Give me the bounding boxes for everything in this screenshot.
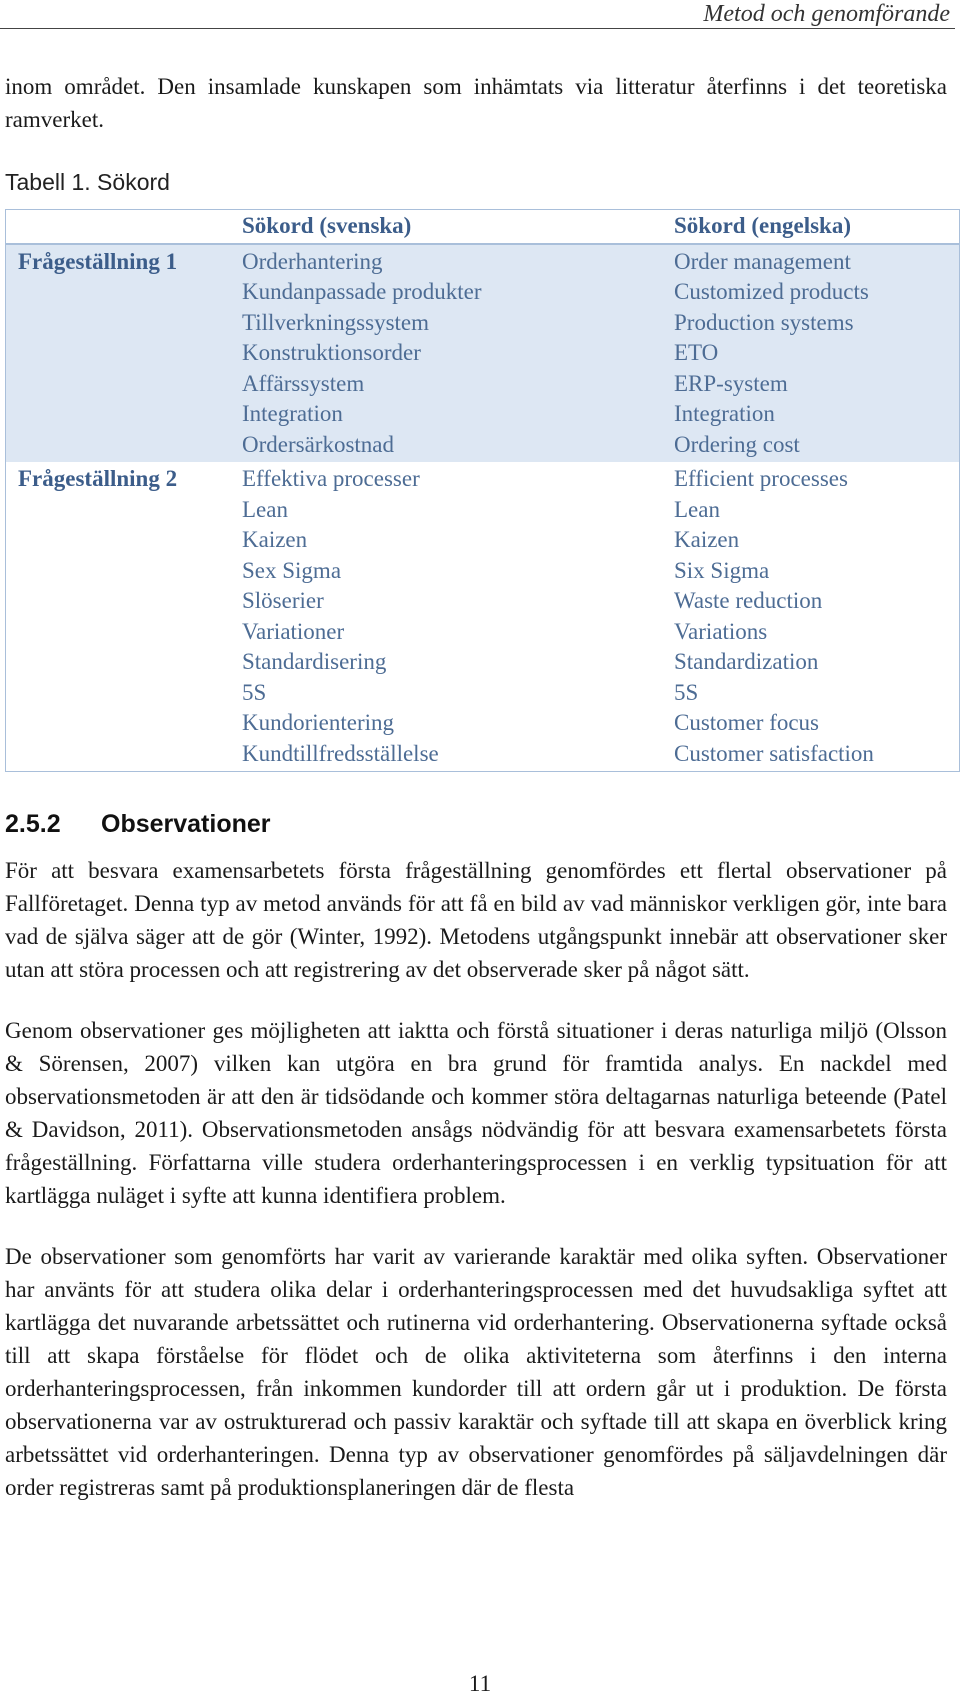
body-paragraph-3: De observationer som genomförts har varit av varierande karaktär med olika syften. Observationer har använts för att studera olika delar i orderhanteringsprocessen med det huvudsakliga syftet att kartlägga det nuvarande arbetssättet och rutinerna vid orderhantering. Observationerna syftade också till att skapa förståelse för flödet och de olika aktiviteterna som återfinns i den interna orderhanteringsprocessen, från inkommen kundorder till att ordern går ut i produktion. De första observationerna var av ostrukturerad och passiv karaktär och syftade till att skapa en överblick kring arbetssättet vid orderhanteringen. Denna typ av observationer genomfördes på säljavdelningen där order registreras samt på produktionsplaneringen där de flesta xyxy=(5,1244,947,1500)
keyword-en: Lean xyxy=(674,496,720,522)
table-header-empty xyxy=(6,210,231,244)
page-number: 11 xyxy=(468,1671,492,1696)
keyword-sv: Konstruktionsorder xyxy=(242,340,421,365)
keyword-sv: 5S xyxy=(242,679,267,705)
keyword-sv: Kaizen xyxy=(242,527,308,552)
row-label-fragestallning-1: Frågeställning 1 xyxy=(6,244,231,463)
keyword-en: Six Sigma xyxy=(674,557,770,583)
keyword-en: Variations xyxy=(674,618,768,644)
keyword-sv: Affärssystem xyxy=(242,370,365,396)
row-label-fragestallning-2: Frågeställning 2 xyxy=(18,466,178,491)
table-caption: Tabell 1. Sökord xyxy=(5,169,170,195)
keyword-sv: Kundorientering xyxy=(242,710,395,735)
keyword-en: Customer satisfaction xyxy=(674,740,874,766)
keyword-sv: Orderhantering xyxy=(242,248,383,274)
keyword-en: Efficient processes xyxy=(674,466,848,491)
body-paragraph-2: Genom observationer ges möjligheten att iaktta och förstå situationer i deras naturliga miljö (Olsson & Sörensen, 2007) vilken kan utgöra en bra grund för framtida analys. En nackdel med observationsmetoden är att den är tidsödande och kommer störa deltagarnas naturliga beteende (Patel & Davidson, 2011). Observationsmetoden ansågs nödvändig för att besvara examensarbetets första frågeställning. Författarna ville studera orderhanteringsprocessen i en verklig typsituation för att kartlägga nuläget i syfte att kunna identifiera problem. xyxy=(5,1018,947,1208)
table-row-fragestallning-2 xyxy=(6,462,960,772)
keywords-svenska-2 xyxy=(230,462,662,772)
keyword-en: Customer focus xyxy=(674,710,820,735)
keyword-sv: Sex Sigma xyxy=(242,557,342,583)
intro-paragraph: inom området. Den insamlade kunskapen som inhämtats via litteratur återfinns i det teoretiska ramverket. xyxy=(5,74,947,132)
running-header: Metod och genomförande xyxy=(703,1,950,27)
paragraph-gap xyxy=(5,1212,947,1240)
keyword-sv: Slöserier xyxy=(242,588,324,613)
keywords-engelska-1 xyxy=(662,244,960,463)
keyword-en: 5S xyxy=(674,679,699,705)
table-row-fragestallning-1 xyxy=(6,244,960,463)
table-header-row xyxy=(6,210,960,244)
keyword-sv: Lean xyxy=(242,496,288,522)
body-paragraph-1: För att besvara examensarbetets första frågeställning genomfördes ett flertal observationer på Fallföretaget. Denna typ av metod används för att få en bild av vad människor verkligen gör, inte bara vad de själva säger att de gör (Winter, 1992). Metodens utgångspunkt innebär att observationer sker utan att störa processen och att registrering av det observerade sker på något sätt. xyxy=(5,858,947,982)
table-header-svenska: Sökord (svenska) xyxy=(230,210,662,244)
section-number: 2.5.2 xyxy=(5,810,61,838)
keyword-en: Customized products xyxy=(674,279,869,304)
keyword-sv: Effektiva processer xyxy=(242,466,420,491)
keyword-sv: Kundanpassade produkter xyxy=(242,279,482,304)
keyword-en: Kaizen xyxy=(674,527,740,552)
keyword-sv: Kundtillfredsställelse xyxy=(242,740,439,766)
keyword-en: Integration xyxy=(674,401,775,426)
keyword-en: ETO xyxy=(674,340,719,365)
keyword-sv: Tillverkningssystem xyxy=(242,309,430,335)
keyword-sv: Ordersärkostnad xyxy=(242,431,395,457)
keyword-en: Production systems xyxy=(674,309,854,335)
keyword-en: Order management xyxy=(674,248,851,274)
keyword-sv: Integration xyxy=(242,401,343,426)
keywords-svenska-1 xyxy=(230,244,662,463)
header-rule xyxy=(0,28,955,29)
keyword-sv: Standardisering xyxy=(242,649,387,674)
keyword-en: ERP-system xyxy=(674,370,788,396)
search-terms-table xyxy=(5,209,960,772)
page-body xyxy=(5,70,947,1504)
keyword-en: Standardization xyxy=(674,649,819,674)
section-heading xyxy=(5,808,947,840)
keywords-engelska-2 xyxy=(662,462,960,772)
section-title: Observationer xyxy=(101,810,271,838)
paragraph-gap xyxy=(5,986,947,1014)
table-header-engelska: Sökord (engelska) xyxy=(662,210,960,244)
keyword-en: Waste reduction xyxy=(674,588,823,613)
keyword-en: Ordering cost xyxy=(674,431,800,457)
keyword-sv: Variationer xyxy=(242,618,345,644)
